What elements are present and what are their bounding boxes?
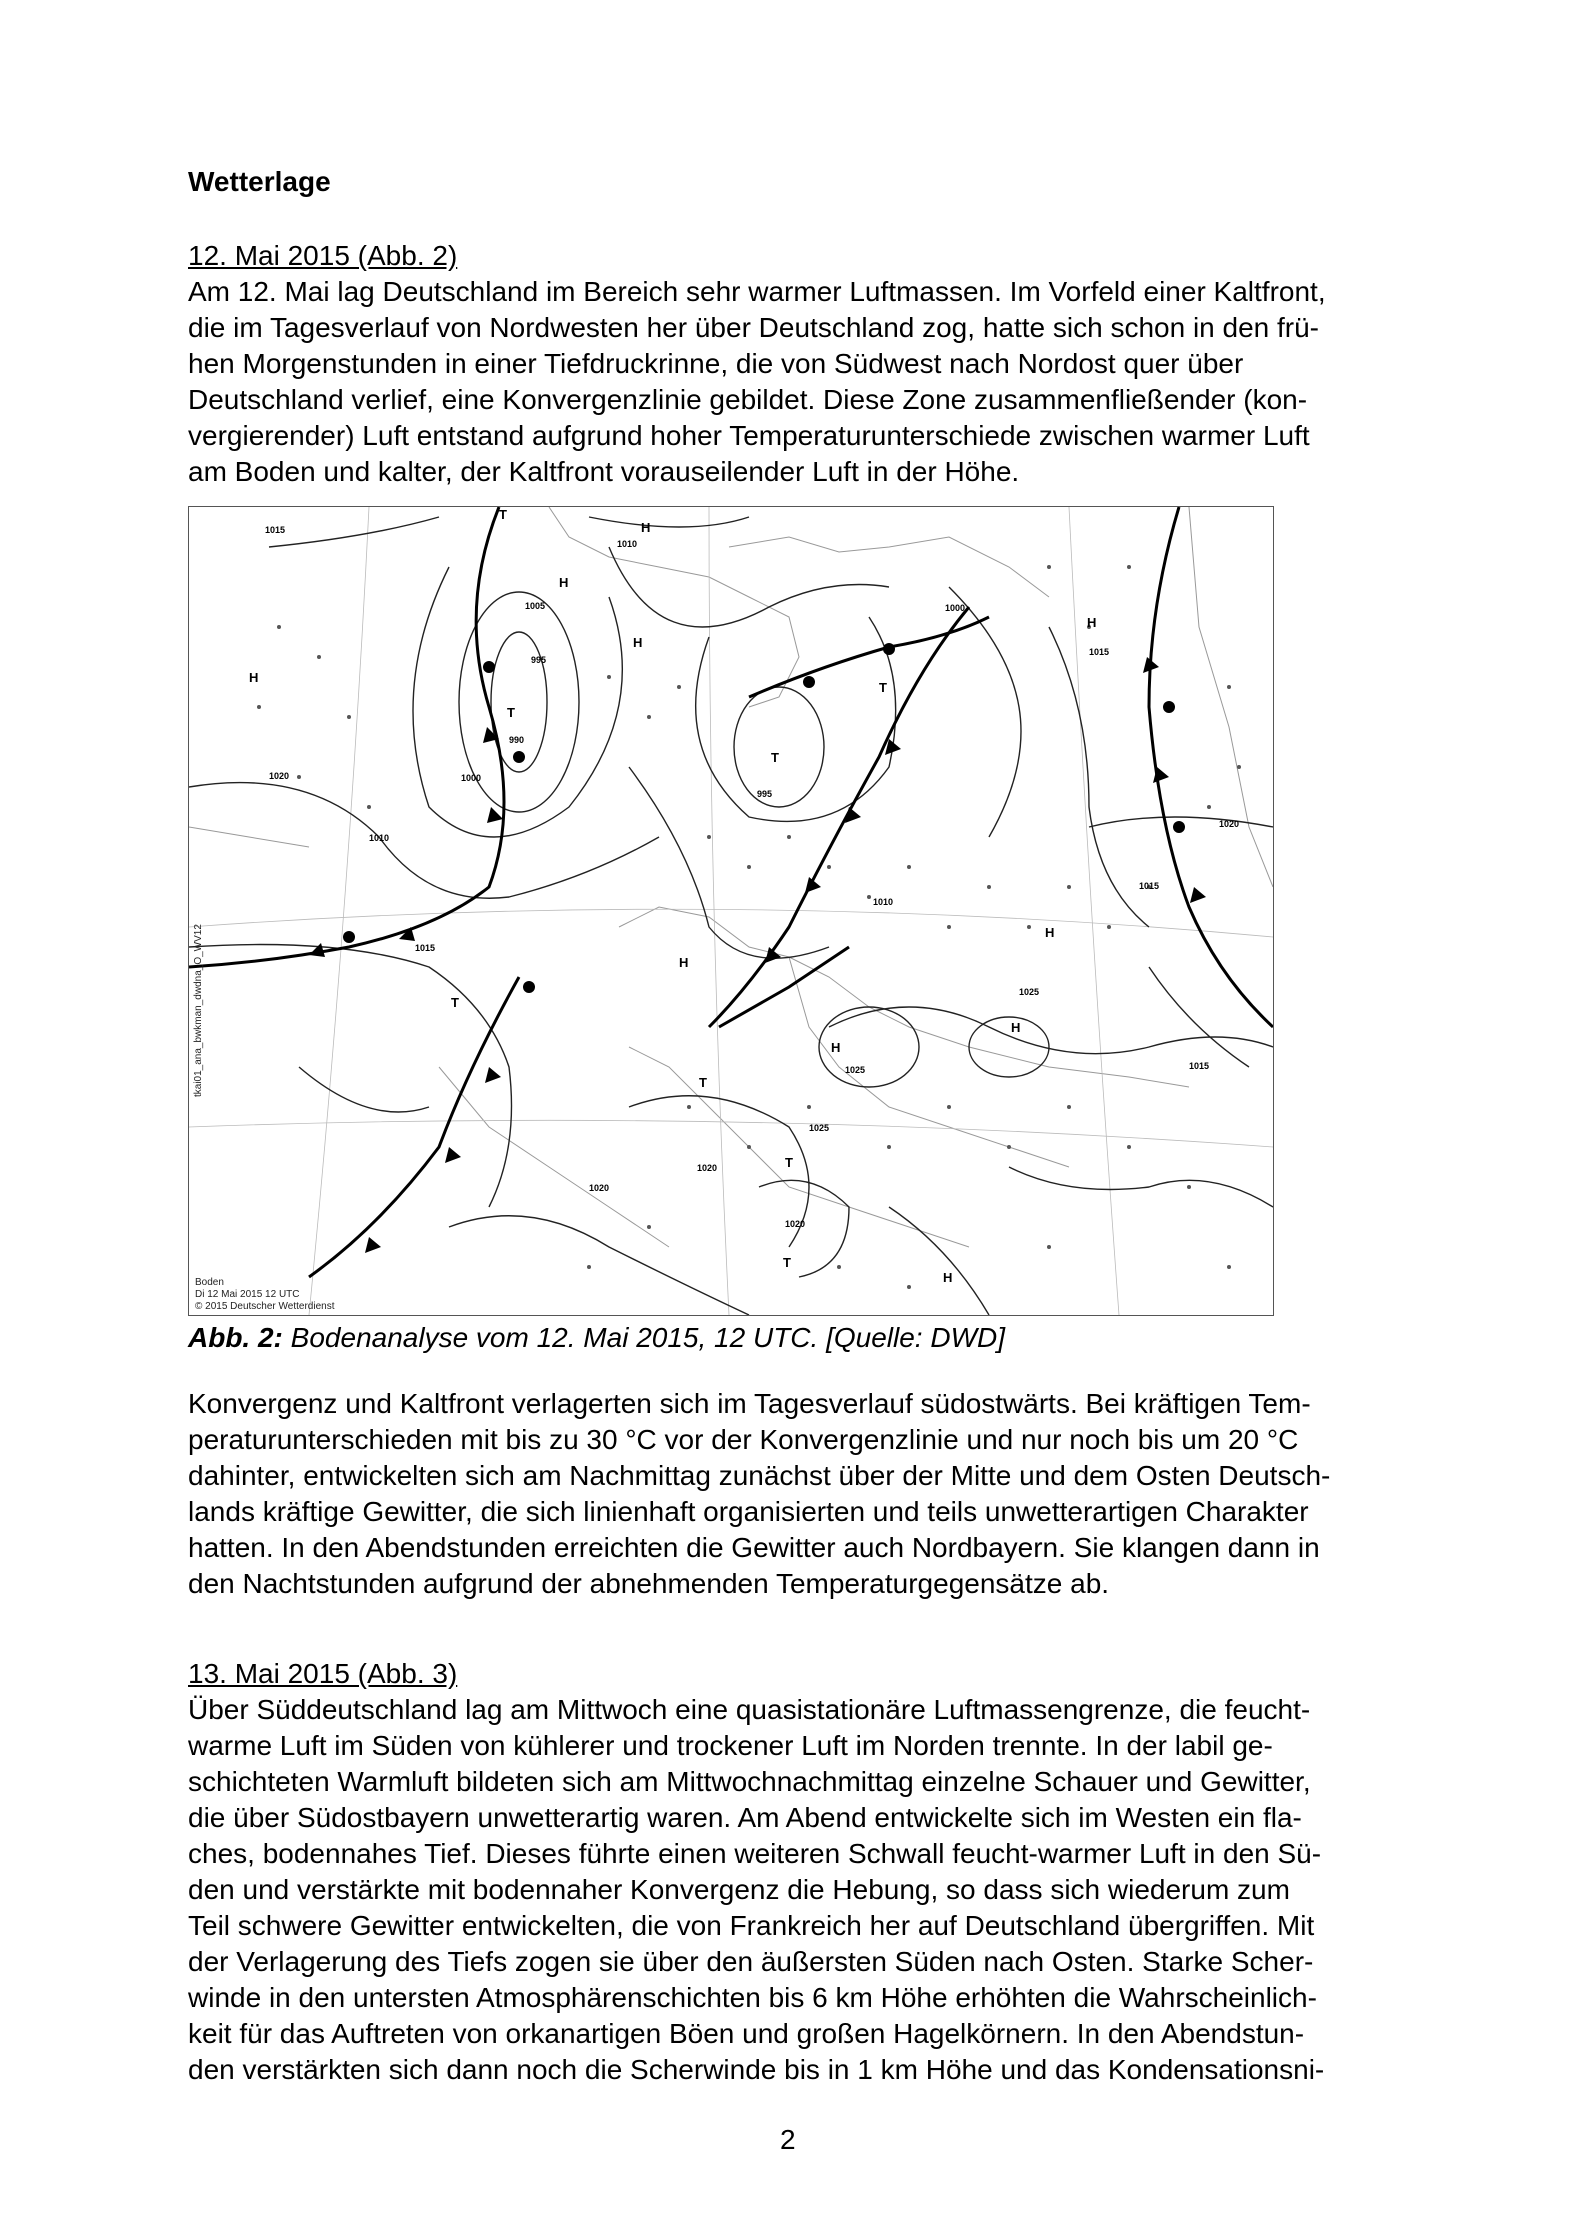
text-line: hen Morgenstunden in einer Tiefdruckrinne, die von Südwest nach Nordost quer über [188,348,1244,379]
isobar-label: 1025 [809,1123,830,1133]
high-marker: H [1087,615,1097,630]
isobar-label: 1020 [1219,819,1240,829]
isobar-label: 995 [531,655,547,665]
low-marker: T [699,1075,707,1090]
text-line: der Verlagerung des Tiefs zogen sie über den äußersten Süden nach Osten. Starke Scher- [188,1946,1314,1977]
text-line: warme Luft im Süden von kühlerer und trockener Luft im Norden trennte. In der labil ge- [188,1730,1273,1761]
text-line: dahinter, entwickelten sich am Nachmittag zunächst über der Mitte und dem Osten Deutsch- [188,1460,1331,1491]
text-line: Teil schwere Gewitter entwickelten, die von Frankreich her auf Deutschland übergriffen. Mit [188,1910,1315,1941]
section-13-mai [188,1656,1398,2088]
text-line: Konvergenz und Kaltfront verlagerten sich im Tagesverlauf südostwärts. Bei kräftigen Tem- [188,1388,1311,1419]
section-title: 13. Mai 2015 (Abb. 3) [188,1658,458,1689]
text-line: am Boden und kalter, der Kaltfront vorauseilender Luft in der Höhe. [188,456,1020,487]
map-stamp [195,1277,334,1313]
high-marker: H [249,670,259,685]
stamp-line: Di 12 Mai 2015 12 UTC [195,1289,300,1300]
high-marker: H [831,1040,841,1055]
text-line: Am 12. Mai lag Deutschland im Bereich sehr warmer Luftmassen. Im Vorfeld einer Kaltfront, [188,276,1326,307]
low-marker: T [507,705,515,720]
high-marker: H [559,575,569,590]
text-line: ches, bodennahes Tief. Dieses führte einen weiteren Schwall feucht-warmer Luft in den Sü- [188,1838,1322,1869]
isobar-label: 1025 [845,1065,866,1075]
text-line: lands kräftige Gewitter, die sich linienhaft organisierten und teils unwetterartigen Charakter [188,1496,1309,1527]
text-line: peraturunterschieden mit bis zu 30 °C vor der Konvergenzlinie und nur noch bis um 20 °C [188,1424,1299,1455]
low-marker: T [451,995,459,1010]
high-marker: H [1045,925,1055,940]
isobar-label: 1015 [1189,1061,1210,1071]
surface-analysis-map [188,506,1274,1316]
low-marker: T [879,680,887,695]
isobar-label: 1015 [415,943,436,953]
text-line: hatten. In den Abendstunden erreichten die Gewitter auch Nordbayern. Sie klangen dann in [188,1532,1320,1563]
low-marker: T [783,1255,791,1270]
text-line: vergierender) Luft entstand aufgrund hoher Temperaturunterschiede zwischen warmer Luft [188,420,1310,451]
isobar-label: 995 [757,789,773,799]
isobar-label: 1010 [873,897,894,907]
isobar-label: 1015 [265,525,286,535]
text-line: keit für das Auftreten von orkanartigen Böen und großen Hagelkörnern. In den Abendstun- [188,2018,1305,2049]
isobar-label: 1020 [785,1219,806,1229]
high-marker: H [641,520,651,535]
stamp-line: © 2015 Deutscher Wetterdienst [195,1301,335,1312]
isobar-label: 1020 [589,1183,610,1193]
low-marker: T [785,1155,793,1170]
isobar-label: 1020 [269,771,290,781]
page-heading: Wetterlage [188,166,331,197]
page-number: 2 [780,2124,796,2155]
isobar-label: 1005 [525,601,546,611]
isobar-label: 990 [509,735,525,745]
isobar-label: 1010 [617,539,638,549]
isobar-label: 1000 [945,603,966,613]
text-line: den verstärkten sich dann noch die Scherwinde bis in 1 km Höhe und das Kondensationsni- [188,2054,1325,2085]
text-line: die über Südostbayern unwetterartig waren. Am Abend entwickelte sich im Westen ein fla- [188,1802,1302,1833]
isobar-label: 1020 [697,1163,718,1173]
section-12-mai [188,238,1398,490]
map-drawing [189,507,1273,1315]
text-line: Über Süddeutschland lag am Mittwoch eine quasistationäre Luftmassengrenze, die feucht- [188,1694,1311,1725]
text-line: winde in den untersten Atmosphärenschichten bis 6 km Höhe erhöhten die Wahrscheinlich- [188,1982,1317,2013]
isobar-label: 1000 [461,773,482,783]
high-marker: H [943,1270,953,1285]
text-line: den und verstärkte mit bodennaher Konvergenz die Hebung, so dass sich wiederum zum [188,1874,1290,1905]
figure-caption [188,1322,1005,1354]
stamp-line: Boden [195,1277,224,1288]
isobar-label: 1010 [369,833,390,843]
paragraph-konvergenz [188,1386,1398,1602]
high-marker: H [1011,1020,1021,1035]
low-marker: T [499,507,507,522]
high-marker: H [633,635,643,650]
caption-text: Bodenanalyse vom 12. Mai 2015, 12 UTC. [Quelle: DWD] [282,1322,1005,1353]
station-dots [257,565,1241,1289]
low-marker: T [771,750,779,765]
text-line: die im Tagesverlauf von Nordwesten her über Deutschland zog, hatte sich schon in den frü- [188,312,1320,343]
isobar-label: 1015 [1089,647,1110,657]
text-line: Deutschland verlief, eine Konvergenzlinie gebildet. Diese Zone zusammenfließender (kon- [188,384,1308,415]
high-marker: H [679,955,689,970]
isobar-label: 1015 [1139,881,1160,891]
section-title: 12. Mai 2015 (Abb. 2) [188,240,458,271]
isobar-label: 1025 [1019,987,1040,997]
text-line: den Nachtstunden aufgrund der abnehmenden Temperaturgegensätze ab. [188,1568,1110,1599]
caption-label: Abb. 2: [188,1322,283,1353]
text-line: schichteten Warmluft bildeten sich am Mittwochnachmittag einzelne Schauer und Gewitter, [188,1766,1311,1797]
map-product-code: tkai01_ana_bwkman_dwdna_O_WV12 [193,924,204,1097]
